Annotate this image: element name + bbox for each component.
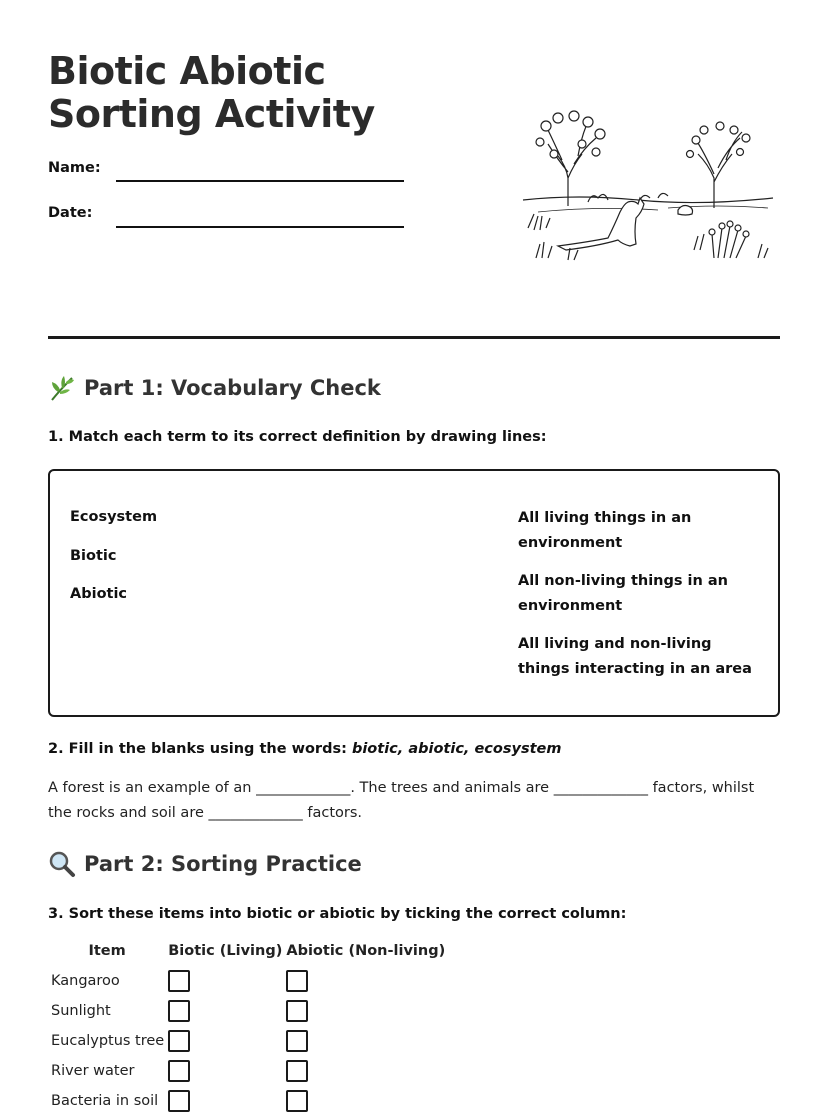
table-row [48,1086,447,1116]
term-abiotic[interactable]: Abiotic [70,586,128,602]
biotic-checkbox[interactable] [168,1030,190,1052]
table-row [48,996,447,1026]
name-field[interactable] [116,180,404,182]
biotic-checkbox[interactable] [168,970,190,992]
savanna-scene-illustration [518,108,776,272]
column-biotic: Biotic (Living) [168,943,283,959]
question-2 [48,741,561,757]
table-row [48,1056,447,1086]
part2-title: Part 2: Sorting Practice [84,852,362,876]
term-ecosystem[interactable]: Ecosystem [70,509,158,525]
sorting-table [48,936,447,1116]
magnifier-icon [48,850,76,878]
table-row [48,1026,447,1056]
item-label: Kangaroo [51,973,120,989]
question-1: 1. Match each term to its correct definition by drawing lines: [48,429,547,445]
name-label: Name: [48,160,101,176]
question-2-prefix: 2. Fill in the blanks using the words: [48,741,352,757]
part2-heading [48,850,362,878]
definition-interacting[interactable]: All living and non-living things interacting in an area [518,636,752,677]
column-abiotic: Abiotic (Non-living) [286,943,446,959]
question-2-words: biotic, abiotic, ecosystem [351,741,562,757]
term-biotic[interactable]: Biotic [70,548,117,564]
item-label: Eucalyptus tree [51,1033,165,1049]
abiotic-checkbox[interactable] [286,1090,308,1112]
table-row [48,966,447,996]
abiotic-checkbox[interactable] [286,970,308,992]
date-label: Date: [48,205,93,221]
abiotic-checkbox[interactable] [286,1030,308,1052]
herb-icon [48,374,76,402]
fill-in-paragraph[interactable]: A forest is an example of an _____________. The trees and animals are _____________ factors, whilst the rocks and soil are _____________ factors. [48,780,755,821]
biotic-checkbox[interactable] [168,1000,190,1022]
matching-box [48,469,780,717]
part1-heading [48,374,381,402]
question-3: 3. Sort these items into biotic or abiotic by ticking the correct column: [48,906,627,922]
abiotic-checkbox[interactable] [286,1060,308,1082]
page-title: Biotic Abiotic Sorting Activity [48,49,375,136]
biotic-checkbox[interactable] [168,1090,190,1112]
abiotic-checkbox[interactable] [286,1000,308,1022]
item-label: River water [51,1063,135,1079]
definition-non-living[interactable]: All non-living things in an environment [518,573,729,614]
date-field[interactable] [116,226,404,228]
column-item: Item [88,943,126,959]
definition-living[interactable]: All living things in an environment [518,510,692,551]
part1-title: Part 1: Vocabulary Check [84,376,381,400]
item-label: Bacteria in soil [51,1093,159,1109]
section-divider [48,336,780,339]
item-label: Sunlight [51,1003,111,1019]
biotic-checkbox[interactable] [168,1060,190,1082]
